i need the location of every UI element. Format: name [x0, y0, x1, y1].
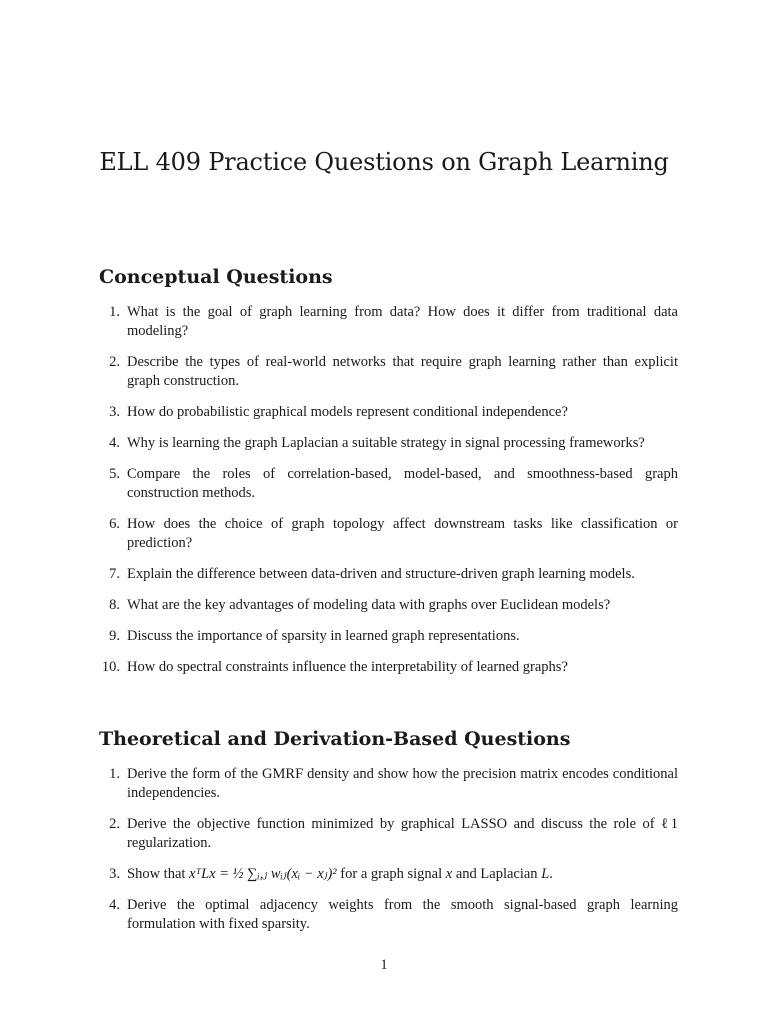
question-item: [0, 465, 768, 503]
question-number: 9.: [109, 628, 120, 644]
question-number: 7.: [109, 566, 120, 582]
question-number: 4.: [109, 435, 120, 451]
question-text: Discuss the importance of sparsity in learned graph representations.: [127, 628, 520, 644]
question-item: [0, 353, 768, 391]
question-item: [0, 765, 768, 803]
question-item: [0, 815, 768, 853]
question-item: [0, 303, 768, 341]
question-text: How does the choice of graph topology affect downstream tasks like classification or prediction?: [127, 516, 678, 551]
question-text: Derive the objective function minimized by graphical LASSO and discuss the role of ℓ1 regularization.: [127, 816, 678, 851]
question-text: [127, 865, 678, 884]
question-number: 1.: [109, 304, 120, 320]
laplacian-variable: L: [541, 866, 550, 882]
question-number: 2.: [109, 354, 120, 370]
question-text: How do probabilistic graphical models represent conditional independence?: [127, 404, 568, 420]
question-number: 6.: [109, 516, 120, 532]
question-item: [0, 896, 768, 934]
question-text: Derive the form of the GMRF density and show how the precision matrix encodes conditional independencies.: [127, 766, 678, 801]
question-text: What are the key advantages of modeling data with graphs over Euclidean models?: [127, 597, 611, 613]
section-heading-theoretical: Theoretical and Derivation-Based Questions: [99, 728, 571, 750]
question-number: 2.: [109, 816, 120, 832]
question-item: [0, 434, 768, 453]
theoretical-question-list: [0, 765, 768, 946]
question-text-part: .: [549, 866, 553, 882]
question-text-part: for a graph signal: [336, 866, 446, 882]
question-text: How do spectral constraints influence the interpretability of learned graphs?: [127, 659, 568, 675]
question-item: [0, 658, 768, 677]
question-number: 4.: [109, 897, 120, 913]
laplacian-quadratic-formula: xᵀLx = ½ ∑ᵢ,ⱼ wᵢⱼ(xᵢ − xⱼ)²: [189, 866, 337, 882]
question-text-part: and Laplacian: [452, 866, 542, 882]
question-text: Describe the types of real-world networks that require graph learning rather than explicit graph construction.: [127, 354, 678, 389]
question-text: Compare the roles of correlation-based, model-based, and smoothness-based graph construction methods.: [127, 466, 678, 501]
question-item: [0, 865, 768, 884]
question-number: 5.: [109, 466, 120, 482]
question-item: [0, 403, 768, 422]
question-item: [0, 596, 768, 615]
question-item: [0, 565, 768, 584]
signal-variable: x: [445, 866, 453, 882]
page-number: 1: [380, 957, 388, 973]
question-text: Explain the difference between data-driven and structure-driven graph learning models.: [127, 566, 635, 582]
question-number: 3.: [109, 404, 120, 420]
question-number: 3.: [109, 866, 120, 882]
question-text: What is the goal of graph learning from data? How does it differ from traditional data modeling?: [127, 304, 678, 339]
question-item: [0, 515, 768, 553]
question-text: Why is learning the graph Laplacian a suitable strategy in signal processing frameworks?: [127, 435, 645, 451]
question-number: 8.: [109, 597, 120, 613]
question-item: [0, 627, 768, 646]
question-text: Derive the optimal adjacency weights from the smooth signal-based graph learning formulation with fixed sparsity.: [127, 897, 678, 932]
question-text-part: Show that: [127, 866, 190, 882]
section-heading-conceptual: Conceptual Questions: [99, 266, 333, 288]
document-title: ELL 409 Practice Questions on Graph Learning: [99, 148, 669, 176]
conceptual-question-list: [0, 303, 768, 689]
question-number: 10.: [101, 659, 120, 675]
question-number: 1.: [109, 766, 120, 782]
